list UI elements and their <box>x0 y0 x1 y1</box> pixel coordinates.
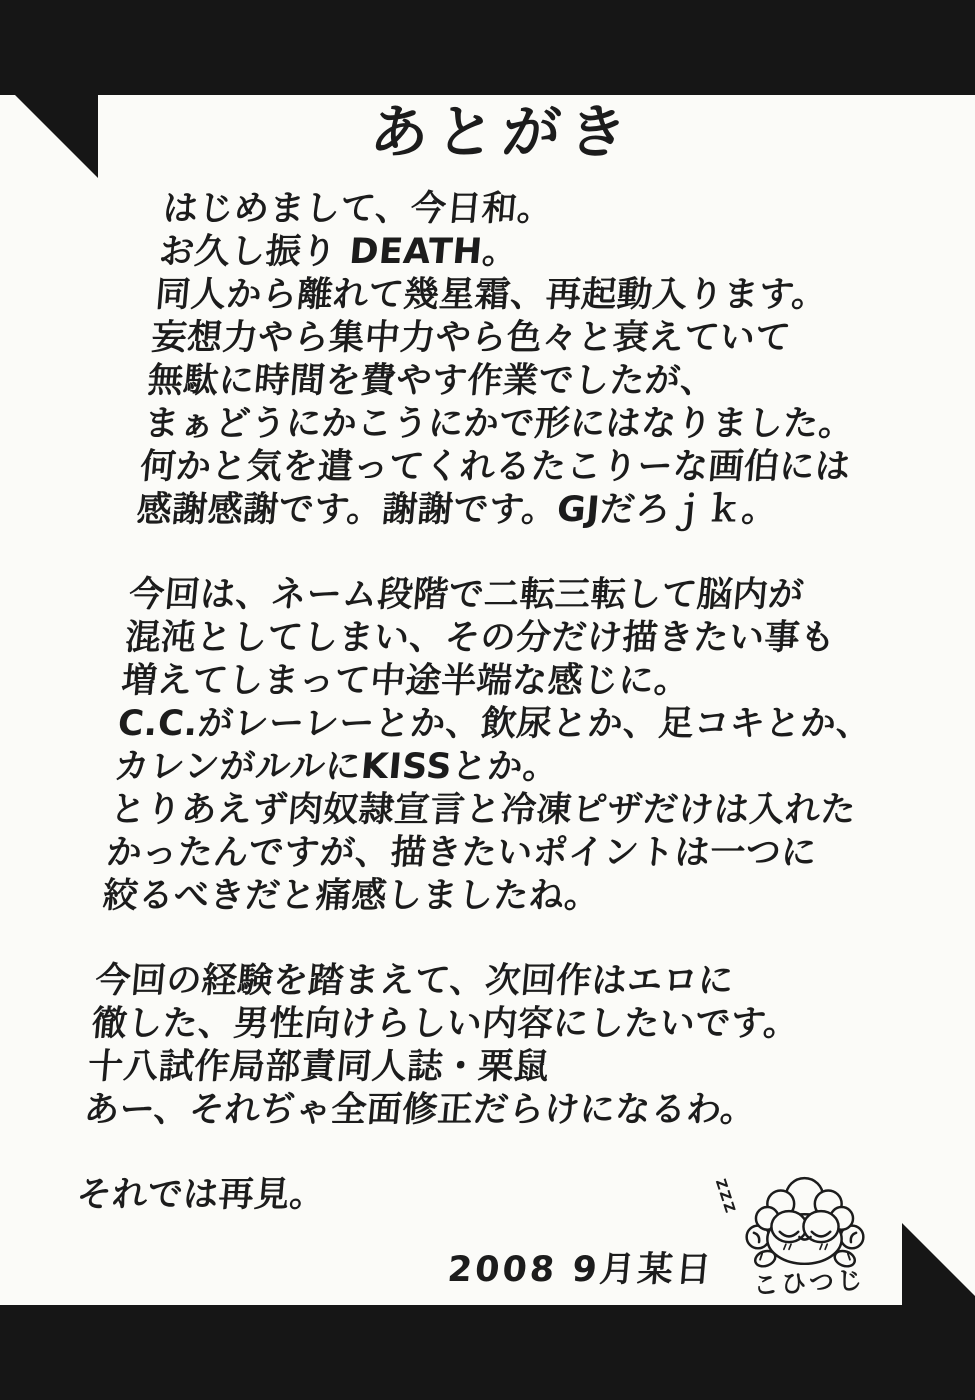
sheep-drawing <box>735 1175 875 1270</box>
text-line: カレンがルルにKISSとか。 <box>112 747 561 787</box>
afterword-body <box>71 188 955 1259</box>
text-line: 今回は、ネーム段階で二転三転して脳内が <box>127 575 806 615</box>
zzz-sleep-marks: ZZZ <box>711 1177 739 1217</box>
paragraph <box>135 188 955 532</box>
text-line: お久し振り DEATH。 <box>157 232 520 272</box>
paragraph <box>101 574 921 918</box>
text-line: 同人から離れて幾星霜、再起動入ります。 <box>153 275 829 315</box>
paragraph <box>82 960 887 1132</box>
sheep-caption: こひつじ <box>752 1265 866 1301</box>
text-line: 増えてしまって中途半端な感じに。 <box>119 661 692 701</box>
text-line: 絞るべきだと痛感しましたね。 <box>101 876 602 916</box>
date-line: 2008 9月某日 <box>445 1250 716 1290</box>
text-line: 混沌としてしまい、その分だけ描きたい事も <box>123 618 838 658</box>
text-line: 無駄に時間を費やす作業でしたが、 <box>146 361 718 401</box>
text-line: 十八試作局部責同人誌・栗鼠 <box>86 1047 552 1087</box>
page-title: あとがき <box>367 98 638 166</box>
text-line: 徹した、男性向けらしい内容にしたいです。 <box>89 1004 801 1044</box>
text-line: 今回の経験を踏まえて、次回作はエロに <box>93 961 736 1001</box>
text-line: C.C.がレーレーとか、飲尿とか、足コキとか、 <box>116 704 874 744</box>
text-line: とりあえず肉奴隷宣言と冷凍ピザだけは入れた <box>108 790 858 830</box>
text-line: あー、それぢゃ全面修正だらけになるわ。 <box>82 1090 758 1130</box>
sheep-doodle-group <box>711 1163 895 1313</box>
text-line: 何かと気を遣ってくれるたこりーな画伯には <box>138 447 853 487</box>
text-line: まぁどうにかこうにかで形にはなりました。 <box>142 404 856 444</box>
text-line: それでは再見。 <box>74 1175 328 1215</box>
text-line: 感謝感謝です。謝謝です。GJだろｊｋ。 <box>134 490 780 530</box>
text-line: はじめまして、今日和。 <box>161 189 555 229</box>
text-line: かったんですが、描きたいポイントは一つに <box>104 833 819 873</box>
text-line: 妄想力やら集中力やら色々と衰えていて <box>149 318 793 358</box>
